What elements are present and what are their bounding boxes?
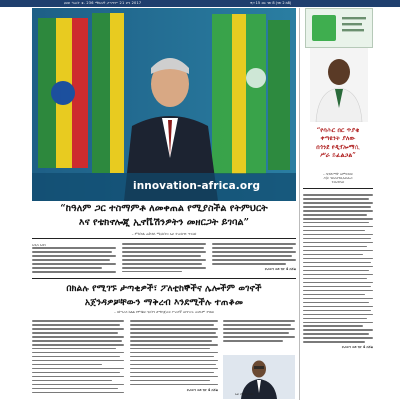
headline-1-line-1: “ከዓለም ጋር ተስማምቶ ለመቀጠል የሚያስችል የትምህርት <box>60 203 268 214</box>
inset-photo <box>223 355 295 399</box>
divider <box>32 238 296 239</box>
divider <box>32 278 296 279</box>
quote-line-3: በጎንደ የዲፕሎማሲ <box>316 143 360 151</box>
dateline: አዲስ አበባ <box>32 243 46 247</box>
continued-note-2: ቀሪውን ወደ ገጽ 4 ዞሯል <box>186 387 218 392</box>
inset-photo-caption: አቶ ተበዝ ታሪኩ <box>235 392 254 396</box>
headline-2-line-1: በክልሉ የሚገኙ ታጣቂዎች፣ ፖለቲከኞችና ሌሎችም ወገኖች <box>66 283 262 294</box>
headline-2-subtitle: – በትግራይ ክልል የምክክር ሂደትን ለማስጀመር ሥራዎች እየተሠሩ መሆኑም ተገለጸ <box>114 310 214 314</box>
continued-note: ቀሪውን ወደ ገጽ 4 ዞሯል <box>264 266 296 271</box>
headline-2-line-2: አጀንዳዎቻቸውን ማቅረብ እንደሚችሉ ተጠቆመ <box>84 296 244 308</box>
column-rule <box>299 8 300 400</box>
story1-col3 <box>212 243 296 271</box>
sidebar-ad <box>305 8 373 48</box>
story1-col1 <box>32 243 116 275</box>
headline-1 <box>32 202 296 230</box>
sidebar-article <box>303 194 373 349</box>
quote-attr-1: – ዲፕሎማት አምባሳደር <box>323 172 353 176</box>
masthead-date: ፀሀይ ዓመት ቁ. 236 ማክሰኞ ታኅሣሥ 21 ቀን 2017 <box>64 1 142 5</box>
story1-col2 <box>122 243 206 275</box>
story2-col1 <box>32 320 124 396</box>
quote-attr-3: ገብረየሱስ <box>331 180 345 185</box>
quote-line-4: ሥራ ይፈልጋል” <box>320 152 356 160</box>
quote-line-1: “የባሕር በር ጥያቄ <box>316 127 360 134</box>
sidebar-quote <box>303 127 373 161</box>
photo-overlay-text: innovation-africa.org <box>133 180 261 192</box>
sidebar-divider <box>303 188 373 189</box>
quote-attr-2: ዶ/ር ገብረእግዚአብሔር <box>323 176 353 181</box>
headline-1-subtitle: – ምክትል ጠቅላይ ሚኒስትር አቶ ተመስገን ጥሩነህ <box>131 232 197 236</box>
sidebar-continued-note: ቀሪውን ወደ ገጽ 4 ዞሯል <box>341 345 373 350</box>
masthead-price: ዋጋ 15 ብር ገጽ 8 (ገጽ 2 ከ8) <box>250 1 292 5</box>
sidebar-quote-attribution <box>303 172 373 185</box>
story2-col3 <box>223 320 295 344</box>
headline-1-line-2: እና የቴክኖሎጂ ኢኖቬሽንዎትን መዘርጋት ይገባል” <box>78 217 250 228</box>
headline-2 <box>32 282 296 309</box>
quote-line-2: ቀጣዩንት ያለው <box>320 135 356 143</box>
sidebar-portrait <box>310 48 368 122</box>
masthead-bar <box>0 0 400 7</box>
story2-col2 <box>130 320 218 392</box>
lead-photo <box>32 8 296 201</box>
